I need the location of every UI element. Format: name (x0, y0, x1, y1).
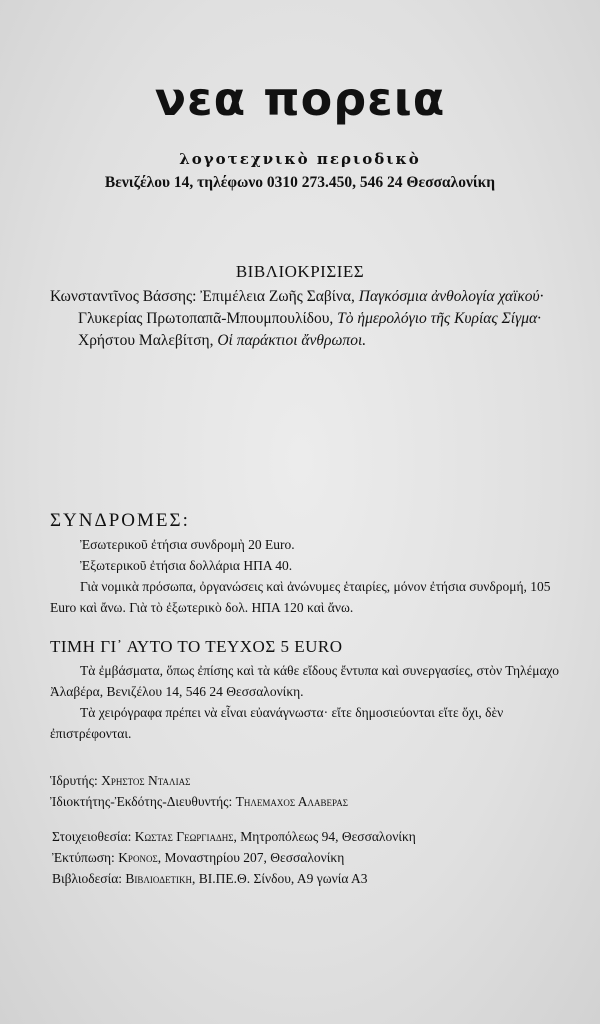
printing-name: Κρονος (118, 850, 158, 865)
printing-line (52, 847, 572, 868)
typesetting-label: Στοιχειοθεσία: (52, 829, 135, 844)
binding-label: Βιβλιοδεσία: (52, 871, 126, 886)
subscription-domestic: Ἐσωτερικοῦ ἐτήσια συνδρομὴ 20 Euro. (80, 537, 295, 552)
reviews-part: Κωνσταντῖνος Βάσσης: Ἐπιμέλεια Ζωῆς Σαβίνα, (50, 288, 359, 305)
reviews-body (50, 286, 598, 352)
credits-production (52, 826, 572, 889)
remittances-note: Τὰ ἐμβάσματα, ὅπως ἐπίσης καὶ τὰ κάθε εἴδους ἔντυπα καὶ συνεργασίες, στὸν Τηλέμαχο Ἀλαβέρα, Βενιζέλου 14, 546 24 Θεσσαλονίκη. (50, 663, 560, 699)
owner-line (50, 791, 570, 812)
founder-line (50, 770, 570, 791)
binding-line (52, 868, 572, 889)
reviews-part: Χρήστου Μαλεβίτση, (78, 332, 218, 349)
typesetting-line (52, 826, 572, 847)
printing-label: Ἐκτύπωση: (52, 850, 119, 865)
typesetting-name: Κωστας Γεωργιαδης (134, 829, 234, 844)
credits-staff (50, 770, 570, 812)
subscriptions-body (50, 534, 570, 618)
reviews-heading: ΒΙΒΛΙΟΚΡΙΣΙΕΣ (235, 262, 365, 281)
reviews-part: Οἱ παράκτιοι ἄνθρωποι. (217, 332, 367, 349)
subscription-organizations: Γιὰ νομικὰ πρόσωπα, ὀργανώσεις καὶ ἀνώνυμες ἑταιρίες, μόνον ἐτήσια συνδρομή, 105 Euro καὶ ἄνω. Γιὰ τὸ ἐξωτερικὸ δολ. ΗΠΑ 120 καὶ ἄνω. (50, 579, 551, 615)
founder-label: Ἱδρυτής: (50, 773, 102, 788)
price-body (50, 660, 570, 744)
subscriptions-heading: ΣΥΝΔΡΟΜΕΣ: (50, 510, 190, 531)
founder-name: Χρηστος Νταλιας (101, 773, 191, 788)
journal-subtitle: λογοτεχνικὸ περιοδικὸ (179, 150, 421, 168)
owner-label: Ἰδιοκτήτης-Ἐκδότης-Διευθυντής: (50, 794, 236, 809)
manuscripts-note: Τὰ χειρόγραφα πρέπει νὰ εἶναι εὐανάγνωστα· εἴτε δημοσιεύονται εἴτε ὄχι, δὲν ἐπιστρέφονται. (50, 705, 504, 741)
binding-rest: , ΒΙ.ΠΕ.Θ. Σίνδου, Α9 γωνία Α3 (192, 871, 368, 886)
price-heading: ΤΙΜΗ ΓΙ᾿ ΑΥΤΟ ΤΟ ΤΕΥΧΟΣ 5 EURO (50, 637, 343, 656)
journal-address: Βενιζέλου 14, τηλέφωνο 0310 273.450, 546 24 Θεσσαλονίκη (104, 174, 496, 191)
owner-name: Τηλεμαχος Αλαβερας (235, 794, 348, 809)
subscription-foreign: Ἐξωτερικοῦ ἐτήσια δολλάρια ΗΠΑ 40. (80, 558, 293, 573)
reviews-part: Γλυκερίας Πρωτοπαπᾶ-Μπουμπουλίδου, (78, 310, 338, 327)
reviews-part: Παγκόσμια ἀνθολογία χαϊκού· (358, 288, 544, 305)
binding-name: Βιβλιοδετικη (125, 871, 192, 886)
typesetting-rest: , Μητροπόλεως 94, Θεσσαλονίκη (233, 829, 416, 844)
journal-title: νεα πορεια (154, 72, 446, 126)
printing-rest: , Μοναστηρίου 207, Θεσσαλονίκη (157, 850, 345, 865)
reviews-part: Τὸ ἡμερολόγιο τῆς Κυρίας Σίγμα· (337, 310, 541, 327)
